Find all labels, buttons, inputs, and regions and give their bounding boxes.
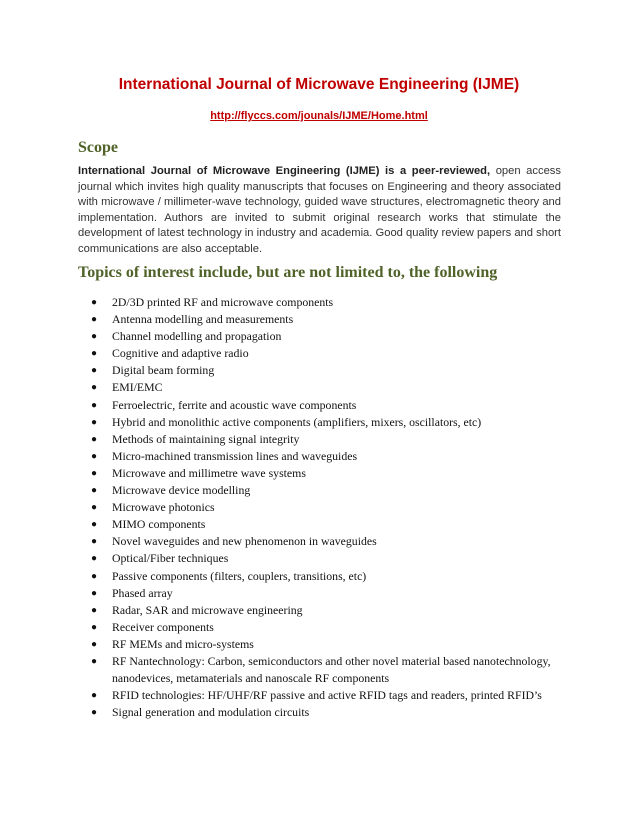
- bullet-icon: ●: [91, 707, 98, 719]
- bullet-icon: ●: [91, 433, 98, 445]
- journal-url-link[interactable]: http://flyccs.com/jounals/IJME/Home.html: [210, 110, 428, 122]
- scope-paragraph: [78, 164, 561, 258]
- topic-item: ● Phased array: [78, 585, 558, 602]
- bullet-icon: ●: [91, 485, 98, 497]
- bullet-icon: ●: [91, 553, 98, 565]
- topic-item: ● RFID technologies: HF/UHF/RF passive and active RFID tags and readers, printed RFID’s: [78, 687, 558, 704]
- topic-item: ● Receiver components: [78, 619, 558, 636]
- scope-body: open access journal which invites high quality manuscripts that focuses on Engineering and theory associated with microwave / millimeter-wave technology, guided wave structures, electromagnetic theory and implementation. Authors are invited to submit original research works that stimulate the development of latest technology in industry and academia. Good quality review papers and short communications are also acceptable.: [78, 165, 561, 255]
- topic-item: ● RF MEMs and micro-systems: [78, 636, 558, 653]
- bullet-icon: ●: [91, 450, 98, 462]
- scope-lead-bold: International Journal of Microwave Engineering (IJME) is a peer-reviewed,: [78, 165, 491, 177]
- bullet-icon: ●: [91, 382, 98, 394]
- bullet-icon: ●: [91, 621, 98, 633]
- scope-heading: Scope: [78, 139, 118, 156]
- bullet-icon: ●: [91, 331, 98, 343]
- bullet-icon: ●: [91, 297, 98, 308]
- topic-item: ● Hybrid and monolithic active components (amplifiers, mixers, oscillators, etc): [78, 414, 558, 431]
- topic-item: ● Passive components (filters, couplers, transitions, etc): [78, 568, 558, 585]
- bullet-icon: ●: [91, 604, 98, 616]
- topic-item: ● Micro-machined transmission lines and waveguides: [78, 448, 558, 465]
- topic-item: ● Microwave and millimetre wave systems: [78, 465, 558, 482]
- topic-item: ● MIMO components: [78, 516, 558, 533]
- bullet-icon: ●: [91, 467, 98, 479]
- topic-item: ● Novel waveguides and new phenomenon in waveguides: [78, 533, 558, 550]
- bullet-icon: ●: [91, 416, 98, 428]
- topic-item: ● Microwave photonics: [78, 499, 558, 516]
- topic-item: ● Optical/Fiber techniques: [78, 550, 558, 567]
- bullet-icon: ●: [91, 502, 98, 514]
- topic-item: ● EMI/EMC: [78, 379, 558, 396]
- bullet-icon: ●: [91, 314, 98, 326]
- topics-list: [78, 294, 558, 721]
- bullet-icon: ●: [91, 655, 98, 667]
- journal-url-line: [0, 110, 638, 122]
- bullet-icon: ●: [91, 638, 98, 650]
- topic-item: ● Ferroelectric, ferrite and acoustic wave components: [78, 397, 558, 414]
- topic-item: ● Radar, SAR and microwave engineering: [78, 602, 558, 619]
- bullet-icon: ●: [91, 536, 98, 548]
- topic-item: ● Methods of maintaining signal integrity: [78, 431, 558, 448]
- topic-item: ● Channel modelling and propagation: [78, 328, 558, 345]
- bullet-icon: ●: [91, 399, 98, 411]
- journal-title: International Journal of Microwave Engineering (IJME): [118, 76, 520, 93]
- topics-heading: Topics of interest include, but are not limited to, the following: [78, 264, 498, 281]
- bullet-icon: ●: [91, 587, 98, 599]
- topic-item: ● Microwave device modelling: [78, 482, 558, 499]
- topic-item: ● Antenna modelling and measurements: [78, 311, 558, 328]
- topic-item: ● Signal generation and modulation circuits: [78, 704, 558, 721]
- bullet-icon: ●: [91, 690, 98, 702]
- topic-item: ● Digital beam forming: [78, 362, 558, 379]
- bullet-icon: ●: [91, 365, 98, 377]
- bullet-icon: ●: [91, 348, 98, 360]
- topic-item: ● 2D/3D printed RF and microwave components: [78, 294, 558, 311]
- topic-item: ● Cognitive and adaptive radio: [78, 345, 558, 362]
- bullet-icon: ●: [91, 519, 98, 531]
- topic-item: ● RF Nantechnology: Carbon, semiconductors and other novel material based nanotechnology, nanodevices, metamaterials and nanoscale RF components: [91, 653, 551, 686]
- bullet-icon: ●: [91, 570, 98, 582]
